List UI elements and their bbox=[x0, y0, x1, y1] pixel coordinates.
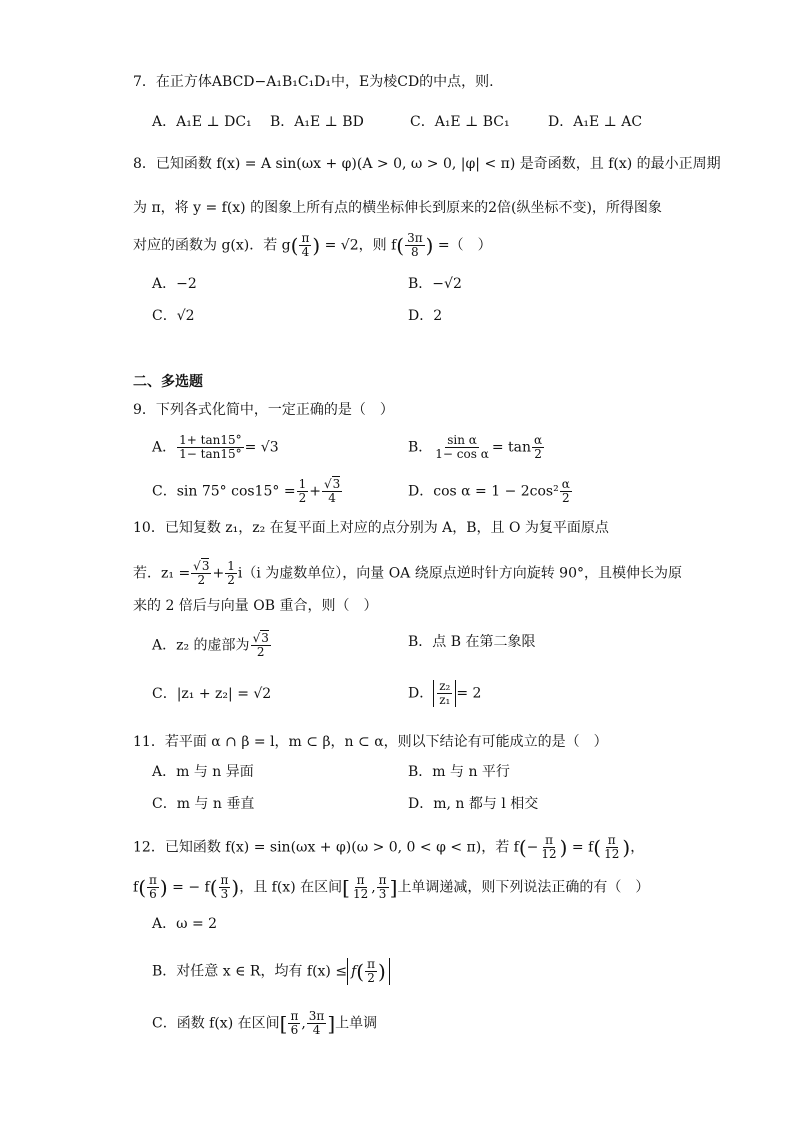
section-heading: 二、多选题 bbox=[133, 374, 203, 390]
q12-line1-a: 12．已知函数 f(x) = sin(ωx + φ)(ω > 0, 0 < φ < π)，若 f bbox=[133, 839, 519, 856]
option-label: A． bbox=[152, 439, 177, 456]
fraction: $\frac{\text{z₂}}{\text{z₁}}$ bbox=[439, 679, 451, 707]
q8-option-c: C．√2 bbox=[152, 308, 195, 324]
fraction bbox=[177, 434, 243, 461]
q12-option-c: C．函数 f(x) 在区间[ $\frac{\pi}{6}$ , $\frac{3\pi}{4}$ ]上单调 bbox=[152, 1009, 378, 1037]
q12-line1-b: = f bbox=[571, 839, 594, 856]
q12-line2-b: = − f bbox=[172, 879, 210, 896]
option-label: B． bbox=[408, 439, 433, 456]
q10-option-b: B．点 B 在第二象限 bbox=[408, 634, 536, 650]
option-label: B．对任意 x ∈ R，均有 f(x) ≤ bbox=[152, 963, 348, 980]
fraction: $\frac{\pi}{3}$ bbox=[220, 873, 229, 901]
rhs: = 2 bbox=[456, 685, 482, 702]
fraction bbox=[433, 434, 491, 461]
q12-line1: 12．已知函数 f(x) = sin(ωx + φ)(ω > 0, 0 < φ < π)，若 f(− $\frac{\pi}{12}$ ) = f( $\frac{\pi}{12}$ )， bbox=[133, 833, 645, 861]
fraction: $\frac{\pi}{6}$ bbox=[290, 1009, 299, 1037]
q10-option-c: C．|z₁ + z₂| = √2 bbox=[152, 686, 272, 702]
q10-line2: 若．z₁ = $\frac{√3}{2}$ + $\frac{1}{2}$ i（i 为虚数单位），向量 OA 绕原点逆时针方向旋转 90°，且模伸长为原 bbox=[133, 559, 683, 587]
option-label: A．z₂ 的虚部为 bbox=[152, 637, 250, 654]
rhs: = tan bbox=[491, 439, 531, 456]
q11-stem: 11．若平面 α ∩ β = l，m ⊂ β，n ⊂ α，则以下结论有可能成立的是（ ） bbox=[133, 734, 608, 750]
q8-option-d: D．2 bbox=[408, 308, 443, 324]
fraction: $\frac{1}{2}$ bbox=[298, 477, 307, 505]
q10-option-a bbox=[152, 632, 272, 659]
q12-option-a: A．ω = 2 bbox=[152, 916, 218, 932]
q8-line3-a: 对应的函数为 g(x)．若 g bbox=[133, 237, 291, 254]
fraction: $\frac{\pi}{12}$ bbox=[604, 833, 620, 861]
fraction: $\frac{√3}{4}$ bbox=[323, 477, 341, 505]
q7-option-a: A．A₁E ⊥ DC₁ bbox=[152, 114, 252, 130]
q12-line2-a: f bbox=[133, 879, 139, 896]
q10-line3: 来的 2 倍后与向量 OB 重合，则（ ） bbox=[133, 598, 378, 614]
q10-line1: 10．已知复数 z₁，z₂ 在复平面上对应的点分别为 A，B，且 O 为复平面原点 bbox=[133, 520, 609, 536]
q8-line3: 对应的函数为 g(x)．若 g( $\frac{\pi}{4}$ ) = √2，则 f( $\frac{3\pi}{8}$ ) =（ ） bbox=[133, 231, 492, 259]
q12-line2-c: ，且 f(x) 在区间 bbox=[239, 879, 343, 896]
fraction: $\frac{\alpha}{2}$ bbox=[561, 477, 570, 505]
q12-option-b bbox=[152, 958, 390, 985]
q9-option-d bbox=[408, 478, 573, 505]
q9-option-b bbox=[408, 434, 545, 461]
q9-option-a bbox=[152, 434, 279, 461]
denominator: 1− cos α bbox=[435, 447, 489, 461]
fraction: $\frac{\pi}{2}$ bbox=[367, 957, 375, 985]
fraction: $\frac{\pi}{6}$ bbox=[149, 873, 157, 901]
fraction: $\frac{1}{2}$ bbox=[227, 559, 235, 587]
abs-bars: f( $\frac{\pi}{2}$ ) bbox=[347, 958, 390, 985]
option-label: C．函数 f(x) 在区间 bbox=[152, 1015, 280, 1032]
fraction: $\frac{\pi}{12}$ bbox=[352, 873, 369, 901]
fraction: $\frac{√3}{2}$ bbox=[252, 631, 269, 659]
q8-option-b: B．−√2 bbox=[408, 276, 462, 292]
q10-line2-b: i（i 为虚数单位），向量 OA 绕原点逆时针方向旋转 90°，且模伸长为原 bbox=[237, 565, 683, 582]
fraction: $\frac{√3}{2}$ bbox=[193, 559, 210, 587]
q7-option-c: C．A₁E ⊥ BC₁ bbox=[410, 114, 510, 130]
q11-option-a: A．m 与 n 异面 bbox=[152, 764, 254, 780]
q9-option-c: C．sin 75° cos15° = $\frac{1}{2}$ + $\frac{√3}{4}$ bbox=[152, 477, 341, 505]
q10-line2-a: 若．z₁ = bbox=[133, 565, 191, 582]
q7-stem: 7．在正方体ABCD−A₁B₁C₁D₁中，E为棱CD的中点，则. bbox=[133, 74, 494, 90]
denominator: 1− tan15° bbox=[179, 447, 242, 461]
q11-option-c: C．m 与 n 垂直 bbox=[152, 796, 255, 812]
fraction: $\frac{3\pi}{4}$ bbox=[308, 1009, 325, 1037]
abs-bars bbox=[433, 680, 456, 707]
q8-option-a: A．−2 bbox=[152, 276, 197, 292]
q10-option-d bbox=[408, 680, 481, 707]
q7-option-d: D．A₁E ⊥ AC bbox=[548, 114, 643, 130]
q11-option-b: B．m 与 n 平行 bbox=[408, 764, 510, 780]
q8-line2: 为 π，将 y = f(x) 的图象上所有点的横坐标伸长到原来的2倍(纵坐标不变)，所得图象 bbox=[133, 200, 662, 216]
fraction: $\frac{\pi}{12}$ bbox=[541, 833, 557, 861]
q12-line2-d: 上单调递减，则下列说法正确的有（ ） bbox=[397, 879, 650, 896]
q11-option-d: D．m, n 都与 l 相交 bbox=[408, 796, 539, 812]
q8-line1: 8．已知函数 f(x) = A sin(ωx + φ)(A > 0, ω > 0, |φ| < π) 是奇函数，且 f(x) 的最小正周期 bbox=[133, 156, 721, 172]
option-label: D．cos α = 1 − 2cos² bbox=[408, 483, 559, 500]
q8-line3-b: = √2，则 f bbox=[324, 237, 397, 254]
fraction: $\frac{\pi}{3}$ bbox=[378, 873, 387, 901]
option-label: C．sin 75° cos15° = bbox=[152, 483, 296, 500]
fraction: $\frac{\alpha}{2}$ bbox=[534, 433, 543, 461]
q9-stem: 9．下列各式化简中，一定正确的是（ ） bbox=[133, 402, 394, 418]
numerator: sin α bbox=[447, 433, 477, 447]
rhs: = √3 bbox=[244, 439, 279, 456]
numerator: 1+ tan15° bbox=[179, 433, 242, 447]
q7-option-b: B．A₁E ⊥ BD bbox=[270, 114, 364, 130]
fraction: $\frac{3\pi}{8}$ bbox=[407, 231, 423, 259]
option-tail: 上单调 bbox=[335, 1015, 378, 1032]
q12-line2: f( $\frac{\pi}{6}$ ) = − f( $\frac{\pi}{3}$ )，且 f(x) 在区间[ $\frac{\pi}{12}$ , $\frac{\pi}{3}$ ]上单调递减，则下列说法正确的有（ ） bbox=[133, 873, 650, 901]
option-label: D． bbox=[408, 685, 434, 702]
q8-line3-c: =（ ） bbox=[437, 237, 492, 254]
fraction: $\frac{\pi}{4}$ bbox=[301, 231, 310, 259]
